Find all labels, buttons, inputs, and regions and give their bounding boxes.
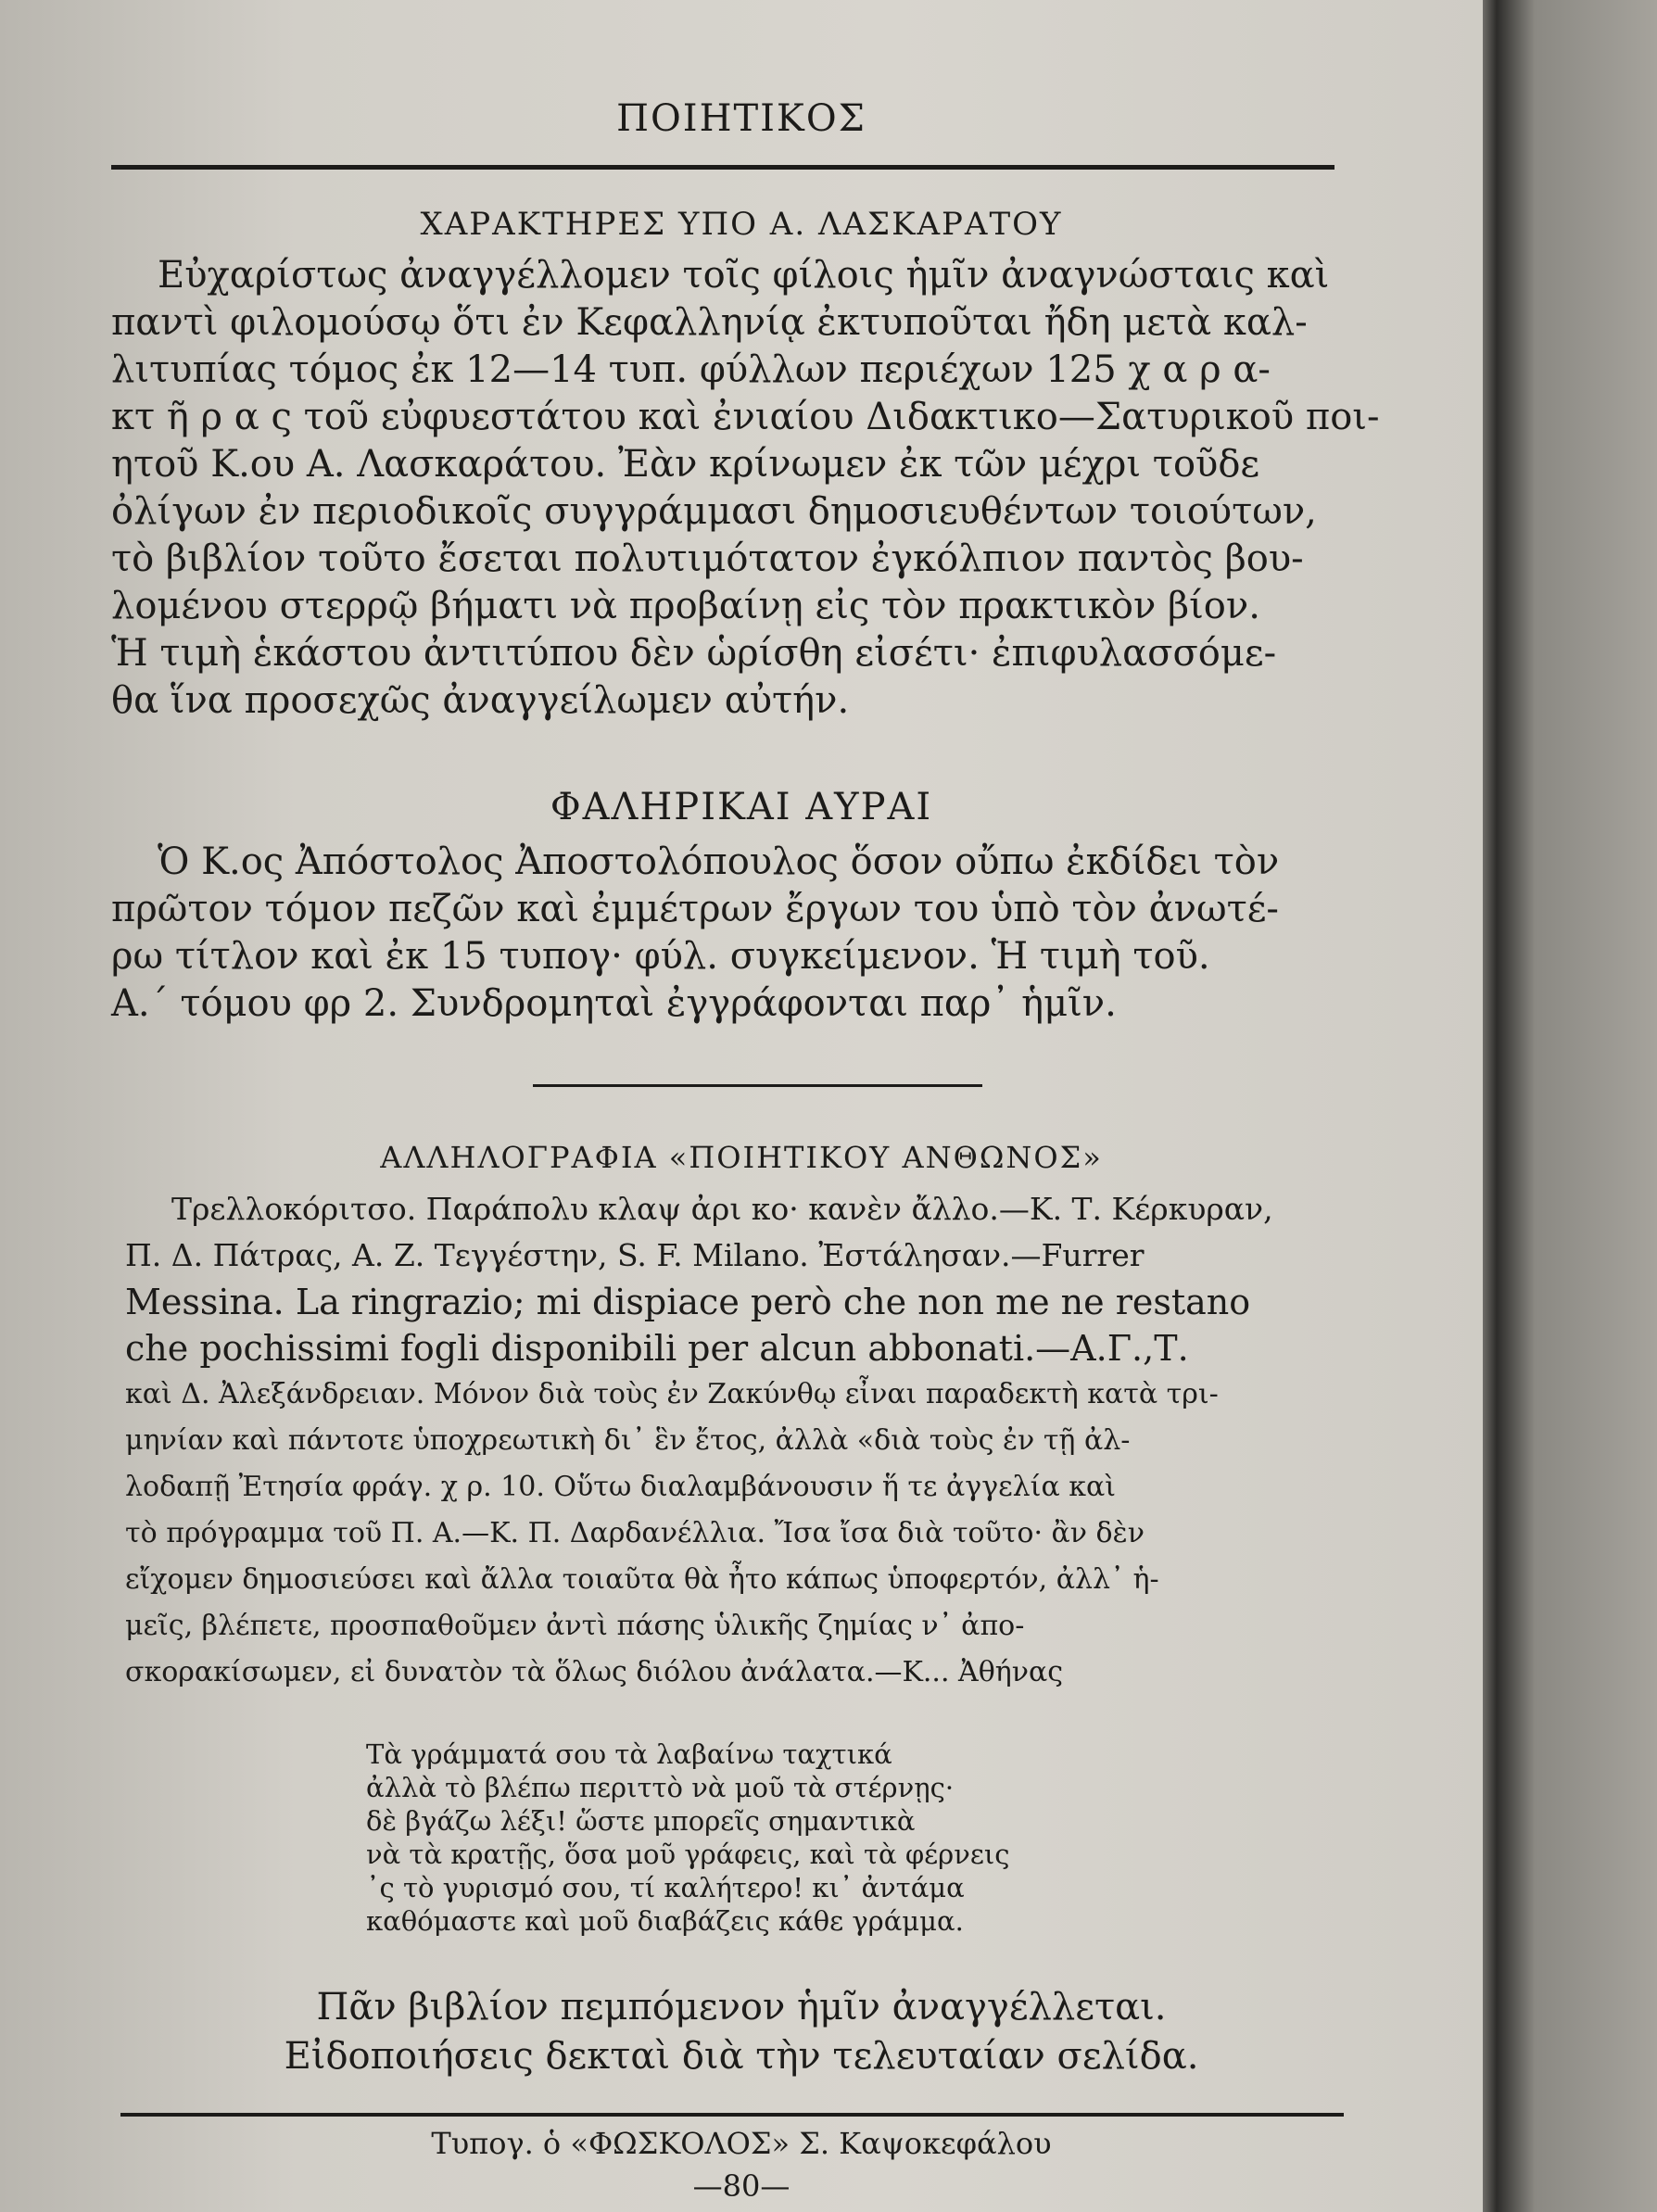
closing-notice: [0, 1983, 1483, 2081]
text-line: παντὶ φιλομούσῳ ὅτι ἐν Κεφαλληνίᾳ ἐκτυποῦται ἤδη μετὰ καλ-: [111, 301, 1308, 344]
text-line: ητοῦ Κ.ου Α. Λασκαράτου. Ἐὰν κρίνωμεν ἐκ τῶν μέχρι τοῦδε: [111, 443, 1260, 486]
quoted-poem: [366, 1738, 1293, 1938]
poem-line: ᾽ς τὸ γυρισμό σου, τί καλήτερο! κι᾽ ἀντάμα: [366, 1872, 965, 1903]
text-line: τὸ βιβλίον τοῦτο ἔσεται πολυτιμότατον ἐγκόλπιον παντὸς βου-: [111, 537, 1304, 580]
text-line: καὶ Δ. Ἀλεξάνδρειαν. Μόνον διὰ τοὺς ἐν Ζακύνθῳ εἶναι παραδεκτὴ κατὰ τρι-: [125, 1378, 1219, 1410]
text-line: λομένου στερρῷ βήματι νὰ προβαίνῃ εἰς τὸν πρακτικὸν βίον.: [111, 585, 1260, 627]
text-line: λοδαπῇ Ἐτησία φράγ. χ ρ. 10. Οὕτω διαλαμβάνουσιν ἥ τε ἀγγελία καὶ: [125, 1471, 1117, 1503]
footer-rule: [120, 2113, 1344, 2117]
text-line: σκορακίσωμεν, εἰ δυνατὸν τὰ ὅλως διόλου ἀνάλατα.—Κ... Ἀθήνας: [125, 1656, 1064, 1688]
text-line: che pochissimi fogli disponibili per alcun abbonati.—Α.Γ.,Τ.: [125, 1328, 1189, 1369]
header-rule: [111, 165, 1334, 170]
text-line: Α.´ τόμου φρ 2. Συνδρομηταὶ ἐγγράφονται παρ᾽ ἡμῖν.: [111, 982, 1117, 1025]
poem-line: καθόμαστε καὶ μοῦ διαβάζεις κάθε γράμμα.: [366, 1905, 964, 1937]
section-title-characters: ΧΑΡΑΚΤΗΡΕΣ ΥΠΟ Α. ΛΑΣΚΑΡΑΤΟΥ: [420, 206, 1063, 243]
correspondence-paragraph: [125, 1186, 1348, 1696]
text-line: εἴχομεν δημοσιεύσει καὶ ἄλλα τοιαῦτα θὰ ἦτο κάπως ὑποφερτόν, ἀλλ᾽ ἡ-: [125, 1563, 1159, 1596]
characters-paragraph: [111, 252, 1380, 725]
text-line: κτ ῆ ρ α ς τοῦ εὐφυεστάτου καὶ ἐνιαίου Διδακτικο—Σατυρικοῦ ποι-: [111, 396, 1380, 438]
page-footer: [0, 2122, 1483, 2207]
printer-credit: Τυπογ. ὁ «ΦΩΣΚΟΛΟΣ» Σ. Καψοκεφάλου: [431, 2126, 1052, 2161]
text-line: πρῶτον τόμον πεζῶν καὶ ἐμμέτρων ἔργων του ὑπὸ τὸν ἀνωτέ-: [111, 888, 1279, 930]
text-line: μεῖς, βλέπετε, προσπαθοῦμεν ἀντὶ πάσης ὑλικῆς ζημίας ν᾽ ἀπο-: [125, 1610, 1025, 1642]
poem-line: νὰ τὰ κρατῇς, ὅσα μοῦ γράφεις, καὶ τὰ φέρνεις: [366, 1839, 1010, 1870]
poem-line: Τὰ γράμματά σου τὰ λαβαίνω ταχτικά: [366, 1738, 892, 1770]
poem-line: ἀλλὰ τὸ βλέπω περιττὸ νὰ μοῦ τὰ στέρνῃς·: [366, 1772, 955, 1803]
text-line: θα ἵνα προσεχῶς ἀναγγείλωμεν αὐτήν.: [111, 679, 850, 722]
section-title-phaleric-breezes: ΦΑΛΗΡΙΚΑΙ ΑΥΡΑΙ: [550, 786, 933, 828]
book-gutter: [1483, 0, 1657, 2212]
text-line: μηνίαν καὶ πάντοτε ὑποχρεωτικὴ δι᾽ ἓν ἔτος, ἀλλὰ «διὰ τοὺς ἐν τῇ ἀλ-: [125, 1424, 1131, 1457]
text-line: Messina. La ringrazio; mi dispiace però che non me ne restano: [125, 1282, 1251, 1322]
text-line: ὀλίγων ἐν περιοδικοῖς συγγράμμασι δημοσιευθέντων τοιούτων,: [111, 490, 1317, 533]
section-divider: [533, 1084, 982, 1087]
text-line: Π. Δ. Πάτρας, Α. Ζ. Τεγγέστην, S. F. Milano. Ἐστάλησαν.—Furrer: [125, 1237, 1145, 1273]
phaleric-paragraph: [111, 839, 1353, 1028]
text-line: Ἡ τιμὴ ἑκάστου ἀντιτύπου δὲν ὡρίσθη εἰσέτι· ἐπιφυλασσόμε-: [111, 632, 1277, 675]
page-number: —80—: [692, 2168, 791, 2204]
notice-line: Πᾶν βιβλίον πεμπόμενον ἡμῖν ἀναγγέλλεται.: [316, 1986, 1167, 2029]
section-title-correspondence: ΑΛΛΗΛΟΓΡΑΦΙΑ «ΠΟΙΗΤΙΚΟΥ ΑΝΘΩΝΟΣ»: [380, 1140, 1103, 1175]
notice-line: Εἰδοποιήσεις δεκταὶ διὰ τὴν τελευταίαν σελίδα.: [284, 2035, 1199, 2078]
text-line: Τρελλοκόριτσο. Παράπολυ κλαψ ἀρι κο· κανὲν ἄλλο.—Κ. Τ. Κέρκυραν,: [171, 1191, 1273, 1227]
text-line: ρω τίτλον καὶ ἐκ 15 τυπογ· φύλ. συγκείμενον. Ἡ τιμὴ τοῦ.: [111, 935, 1210, 978]
poem-line: δὲ βγάζω λέξι! ὥστε μπορεῖς σημαντικὰ: [366, 1805, 916, 1837]
text-line: τὸ πρόγραμμα τοῦ Π. Α.—Κ. Π. Δαρδανέλλια. Ἴσα ἴσα διὰ τοῦτο· ἂν δὲν: [125, 1517, 1145, 1549]
text-line: Εὐχαρίστως ἀναγγέλλομεν τοῖς φίλοις ἡμῖν ἀναγνώσταις καὶ: [158, 254, 1330, 297]
text-line: Ὁ Κ.ος Ἀπόστολος Ἀποστολόπουλος ὅσον οὔπω ἐκδίδει τὸν: [158, 841, 1280, 883]
running-head: ΠΟΙΗΤΙΚΟΣ: [616, 97, 866, 140]
text-line: λιτυπίας τόμος ἐκ 12—14 τυπ. φύλλων περιέχων 125 χ α ρ α-: [111, 348, 1271, 391]
